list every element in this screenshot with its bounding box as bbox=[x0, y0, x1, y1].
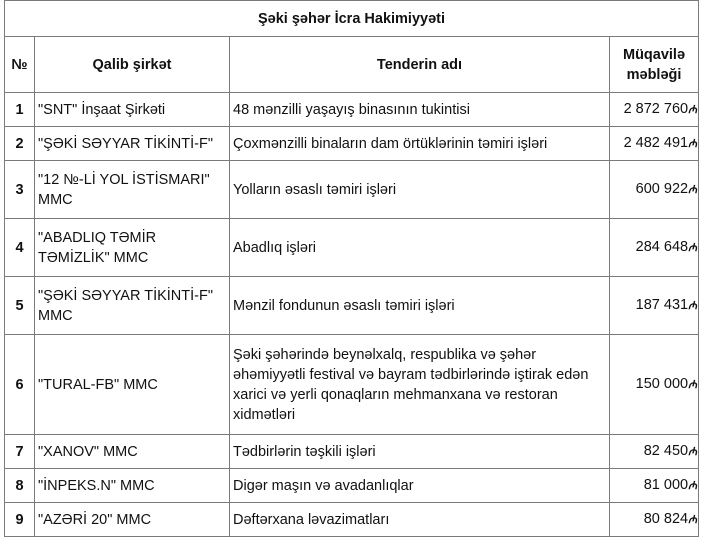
row-tender: Digər maşın və avadanlıqlar bbox=[230, 469, 610, 503]
row-company: "SNT" İnşaat Şirkəti bbox=[35, 93, 230, 127]
row-number: 5 bbox=[5, 277, 35, 335]
amount-value: 2 872 760 bbox=[623, 101, 689, 117]
row-tender: Şəki şəhərində beynəlxalq, respublika və şəhər əhəmiyyətli festival və bayram tədbirlərində iştirak edən xarici və yerli qonaqların mehmanxana və restoran xidmətləri bbox=[230, 335, 610, 435]
row-number: 8 bbox=[5, 469, 35, 503]
manat-icon: ₼ bbox=[688, 184, 697, 196]
row-number: 9 bbox=[5, 503, 35, 537]
row-company: "İNPEKS.N" MMC bbox=[35, 469, 230, 503]
row-tender: Dəftərxana ləvazimatları bbox=[230, 503, 610, 537]
table-row bbox=[5, 219, 699, 277]
table-row bbox=[5, 93, 699, 127]
row-company: "XANOV" MMC bbox=[35, 435, 230, 469]
row-amount bbox=[610, 93, 699, 127]
row-amount bbox=[610, 161, 699, 219]
row-amount bbox=[610, 469, 699, 503]
row-tender: 48 mənzilli yaşayış binasının tukintisi bbox=[230, 93, 610, 127]
table-row bbox=[5, 127, 699, 161]
table-row bbox=[5, 161, 699, 219]
table-row bbox=[5, 335, 699, 435]
row-number: 2 bbox=[5, 127, 35, 161]
amount-value: 82 450 bbox=[643, 443, 689, 459]
amount-value: 187 431 bbox=[635, 297, 689, 313]
header-company: Qalib şirkət bbox=[35, 37, 230, 93]
row-tender: Tədbirlərin təşkili işləri bbox=[230, 435, 610, 469]
header-row bbox=[5, 37, 699, 93]
row-number: 7 bbox=[5, 435, 35, 469]
manat-icon: ₼ bbox=[688, 138, 697, 150]
amount-value: 2 482 491 bbox=[623, 135, 689, 151]
row-tender: Çoxmənzilli binaların dam örtüklərinin təmiri işləri bbox=[230, 127, 610, 161]
table-row bbox=[5, 503, 699, 537]
manat-icon: ₼ bbox=[688, 480, 697, 492]
header-amount: Müqavilə məbləği bbox=[610, 37, 699, 93]
row-company: "ŞƏKİ SƏYYAR TİKİNTİ-F" bbox=[35, 127, 230, 161]
row-tender: Yolların əsaslı təmiri işləri bbox=[230, 161, 610, 219]
row-amount bbox=[610, 219, 699, 277]
row-number: 1 bbox=[5, 93, 35, 127]
header-tender: Tenderin adı bbox=[230, 37, 610, 93]
title-row bbox=[5, 1, 699, 37]
amount-value: 150 000 bbox=[635, 376, 689, 392]
row-tender: Abadlıq işləri bbox=[230, 219, 610, 277]
amount-value: 600 922 bbox=[635, 181, 689, 197]
row-amount bbox=[610, 503, 699, 537]
manat-icon: ₼ bbox=[688, 514, 697, 526]
manat-icon: ₼ bbox=[688, 379, 697, 391]
amount-value: 284 648 bbox=[635, 239, 689, 255]
row-number: 6 bbox=[5, 335, 35, 435]
manat-icon: ₼ bbox=[688, 104, 697, 116]
table-row bbox=[5, 435, 699, 469]
row-amount bbox=[610, 127, 699, 161]
row-number: 3 bbox=[5, 161, 35, 219]
amount-value: 80 824 bbox=[643, 511, 689, 527]
row-number: 4 bbox=[5, 219, 35, 277]
row-company: "ŞƏKİ SƏYYAR TİKİNTİ-F" MMC bbox=[35, 277, 230, 335]
row-amount bbox=[610, 277, 699, 335]
table-row bbox=[5, 469, 699, 503]
row-tender: Mənzil fondunun əsaslı təmiri işləri bbox=[230, 277, 610, 335]
header-number: № bbox=[5, 37, 35, 93]
manat-icon: ₼ bbox=[688, 300, 697, 312]
tender-table bbox=[4, 0, 699, 537]
row-company: "AZƏRİ 20" MMC bbox=[35, 503, 230, 537]
manat-icon: ₼ bbox=[688, 242, 697, 254]
row-amount bbox=[610, 335, 699, 435]
amount-value: 81 000 bbox=[643, 477, 689, 493]
manat-icon: ₼ bbox=[688, 446, 697, 458]
table-row bbox=[5, 277, 699, 335]
row-company: "12 №-Lİ YOL İSTİSMARI" MMC bbox=[35, 161, 230, 219]
row-company: "TURAL-FB" MMC bbox=[35, 335, 230, 435]
row-company: "ABADLIQ TƏMİR TƏMİZLİK" MMC bbox=[35, 219, 230, 277]
row-amount bbox=[610, 435, 699, 469]
table-title: Şəki şəhər İcra Hakimiyyəti bbox=[5, 1, 699, 37]
